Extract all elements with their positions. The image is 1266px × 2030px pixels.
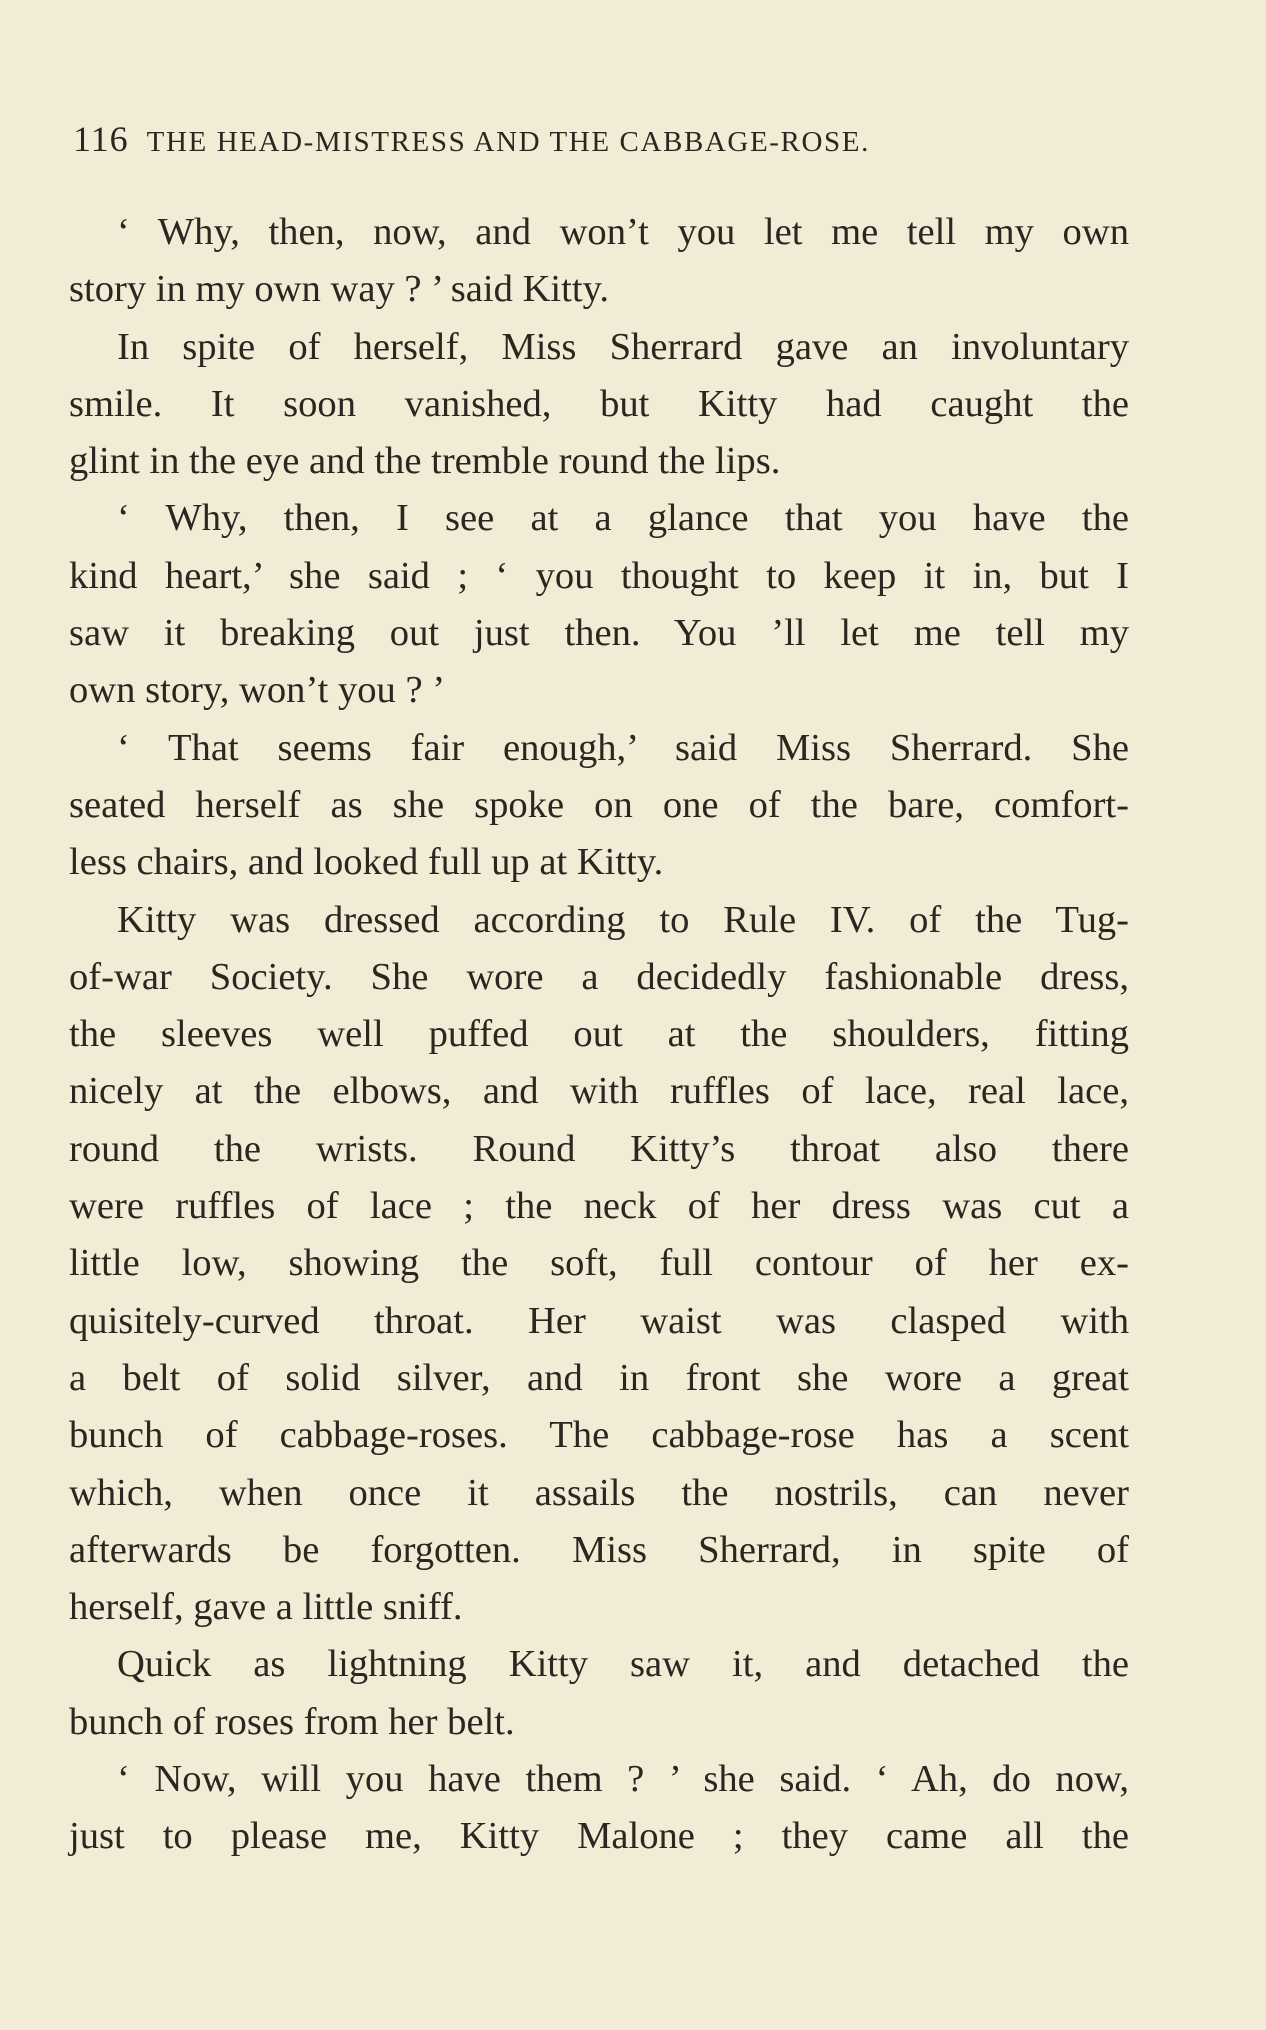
- text-line: ‘ Why, then, now, and won’t you let me tell my own: [117, 211, 1129, 253]
- text-line: just to please me, Kitty Malone ; they came all the: [69, 1815, 1129, 1858]
- page-number: 116: [73, 119, 129, 159]
- text-line: seated herself as she spoke on one of the bare, comfort-: [69, 783, 1129, 826]
- text-line: little low, showing the soft, full contour of her ex-: [69, 1242, 1129, 1285]
- text-line: glint in the eye and the tremble round the lips.: [69, 440, 781, 483]
- running-head: THE HEAD-MISTRESS AND THE CABBAGE-ROSE.: [146, 126, 870, 158]
- text-line: ‘ That seems fair enough,’ said Miss Sherrard. She: [117, 726, 1129, 769]
- text-line: quisitely-curved throat. Her waist was clasped with: [69, 1299, 1129, 1342]
- text-line: In spite of herself, Miss Sherrard gave an involuntary: [117, 325, 1129, 368]
- text-line: bunch of cabbage-roses. The cabbage-rose has a scent: [69, 1414, 1129, 1457]
- text-line: saw it breaking out just then. You ’ll let me tell my: [69, 612, 1129, 655]
- text-line: story in my own way ? ’ said Kitty.: [69, 268, 610, 311]
- text-line: nicely at the elbows, and with ruffles of lace, real lace,: [69, 1070, 1129, 1113]
- text-line: were ruffles of lace ; the neck of her dress was cut a: [69, 1185, 1129, 1228]
- text-line: of-war Society. She wore a decidedly fashionable dress,: [69, 955, 1129, 998]
- text-line: herself, gave a little sniff.: [69, 1586, 463, 1629]
- text-line: smile. It soon vanished, but Kitty had caught the: [69, 382, 1129, 425]
- text-line: less chairs, and looked full up at Kitty.: [69, 841, 664, 884]
- text-line: kind heart,’ she said ; ‘ you thought to keep it in, but I: [69, 554, 1129, 597]
- text-line: own story, won’t you ? ’: [69, 669, 446, 712]
- text-line: Quick as lightning Kitty saw it, and detached the: [117, 1643, 1129, 1686]
- text-line: round the wrists. Round Kitty’s throat also there: [69, 1127, 1129, 1170]
- text-line: ‘ Why, then, I see at a glance that you have the: [117, 497, 1129, 540]
- text-line: bunch of roses from her belt.: [69, 1700, 515, 1743]
- text-line: the sleeves well puffed out at the shoulders, fitting: [69, 1013, 1129, 1056]
- text-line: ‘ Now, will you have them ? ’ she said. ‘ Ah, do now,: [117, 1758, 1129, 1801]
- page-header: [73, 118, 1133, 168]
- body-text: [69, 204, 1129, 1866]
- text-line: Kitty was dressed according to Rule IV. of the Tug-: [117, 898, 1129, 941]
- text-line: which, when once it assails the nostrils, can never: [69, 1471, 1129, 1514]
- text-line: a belt of solid silver, and in front she wore a great: [69, 1356, 1129, 1399]
- text-line: afterwards be forgotten. Miss Sherrard, in spite of: [69, 1528, 1129, 1571]
